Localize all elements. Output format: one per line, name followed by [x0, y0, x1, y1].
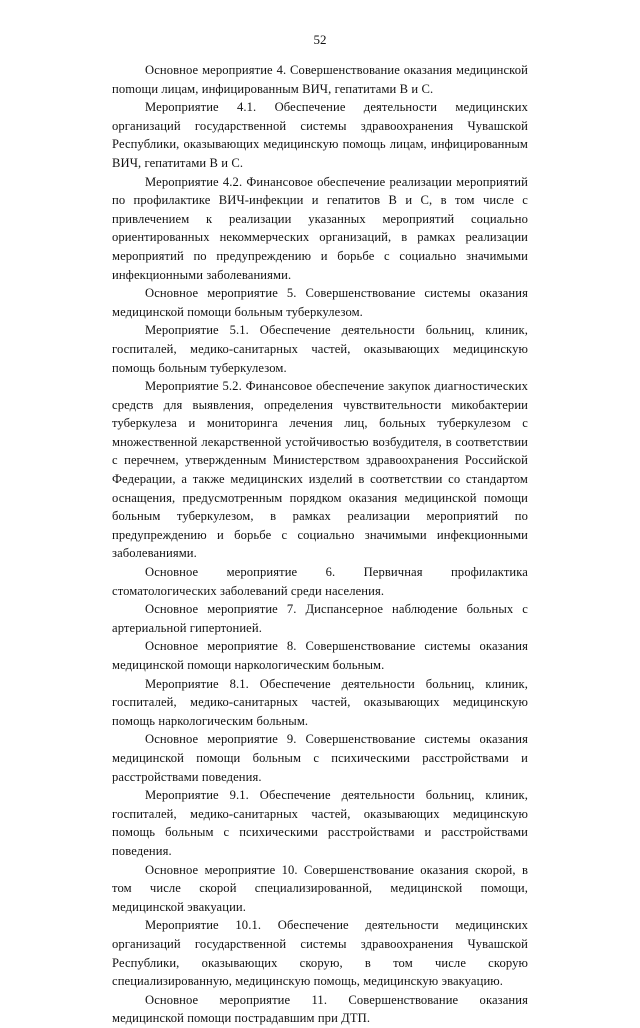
paragraph-main-activity-6: Основное мероприятие 6. Первичная профилактика стоматологических заболеваний среди населения. [112, 565, 528, 598]
paragraph-main-activity-5: Основное мероприятие 5. Совершенствование системы оказания медицинской помощи больным туберкулезом. [112, 286, 528, 319]
document-body [112, 61, 528, 1028]
page-number: 52 [313, 32, 327, 47]
paragraph-activity-9-1: Мероприятие 9.1. Обеспечение деятельности больниц, клиник, госпиталей, медико-санитарных частей, оказывающих медицинскую помощь больным с психическими расстройствами и расстройствами поведения. [112, 788, 528, 858]
paragraph-main-activity-11: Основное мероприятие 11. Совершенствование оказания медицинской помощи пострадавшим при ДТП. [112, 992, 528, 1026]
paragraph-main-activity-8: Основное мероприятие 8. Совершенствование системы оказания медицинской помощи наркологическим больным. [112, 639, 528, 672]
paragraph-main-activity-9: Основное мероприятие 9. Совершенствование системы оказания медицинской помощи больным с психическими расстройствами и расстройствами поведения. [112, 732, 528, 784]
paragraph-main-activity-4: Основное мероприятие 4. Совершенствование оказания медицинской поmощи лицам, инфицированным ВИЧ, гепатитами В и С. [112, 63, 528, 96]
paragraph-activity-4-2: Мероприятие 4.2. Финансовое обеспечение реализации мероприятий по профилактике ВИЧ-инфекции и гепатитов В и С, в том числе с привлечением к реализации указанных мероприятий социально ориентированных некоммерческих организаций, в рамках реализации мероприятий по предупреждению и борьбе с социально значимыми инфекционными заболеваниями. [112, 174, 528, 282]
paragraph-activity-5-1: Мероприятие 5.1. Обеспечение деятельности больниц, клиник, госпиталей, медико-санитарных частей, оказывающих медицинскую помощь больным туберкулезом. [112, 323, 528, 375]
paragraph-activity-10-1: Мероприятие 10.1. Обеспечение деятельности медицинских организаций государственной системы здравоохранения Чувашской Республики, оказывающих скорую, в том числе скорую специализированную, медицинскую помощь, медицинскую эвакуацию. [112, 918, 528, 989]
paragraph-activity-5-2: Мероприятие 5.2. Финансовое обеспечение закупок диагностических средств для выявления, определения чувствительности микобактерии туберкулеза и мониторинга лечения лиц, больных туберкулезом с множественной лекарственной устойчивостью возбудителя, в соответствии с перечнем, утвержденным Министерством здравоохранения Российской Федерации, а также медицинских изделий в соответствии со стандартом оснащения, предусмотренным порядком оказания медицинской помощи больным туберкулезом, в рамках реализации мероприятий по предупреждению и борьбе с социально значимыми инфекционными заболеваниями. [112, 379, 528, 561]
paragraph-main-activity-10: Основное мероприятие 10. Совершенствование оказания скорой, в том числе скорой специализированной, медицинской помощи, медицинской эвакуации. [112, 862, 528, 914]
paragraph-main-activity-7: Основное мероприятие 7. Диспансерное наблюдение больных с артериальной гипертонией. [112, 602, 528, 635]
paragraph-activity-8-1: Мероприятие 8.1. Обеспечение деятельности больниц, клиник, госпиталей, медико-санитарных частей, оказывающих медицинскую помощь наркологическим больным. [112, 676, 528, 728]
paragraph-activity-4-1: Мероприятие 4.1. Обеспечение деятельности медицинских организаций государственной системы здравоохранения Чувашской Республики, оказывающих медицинскую помощь лицам, инфицированным ВИЧ, гепатитами В и С. [112, 100, 528, 170]
